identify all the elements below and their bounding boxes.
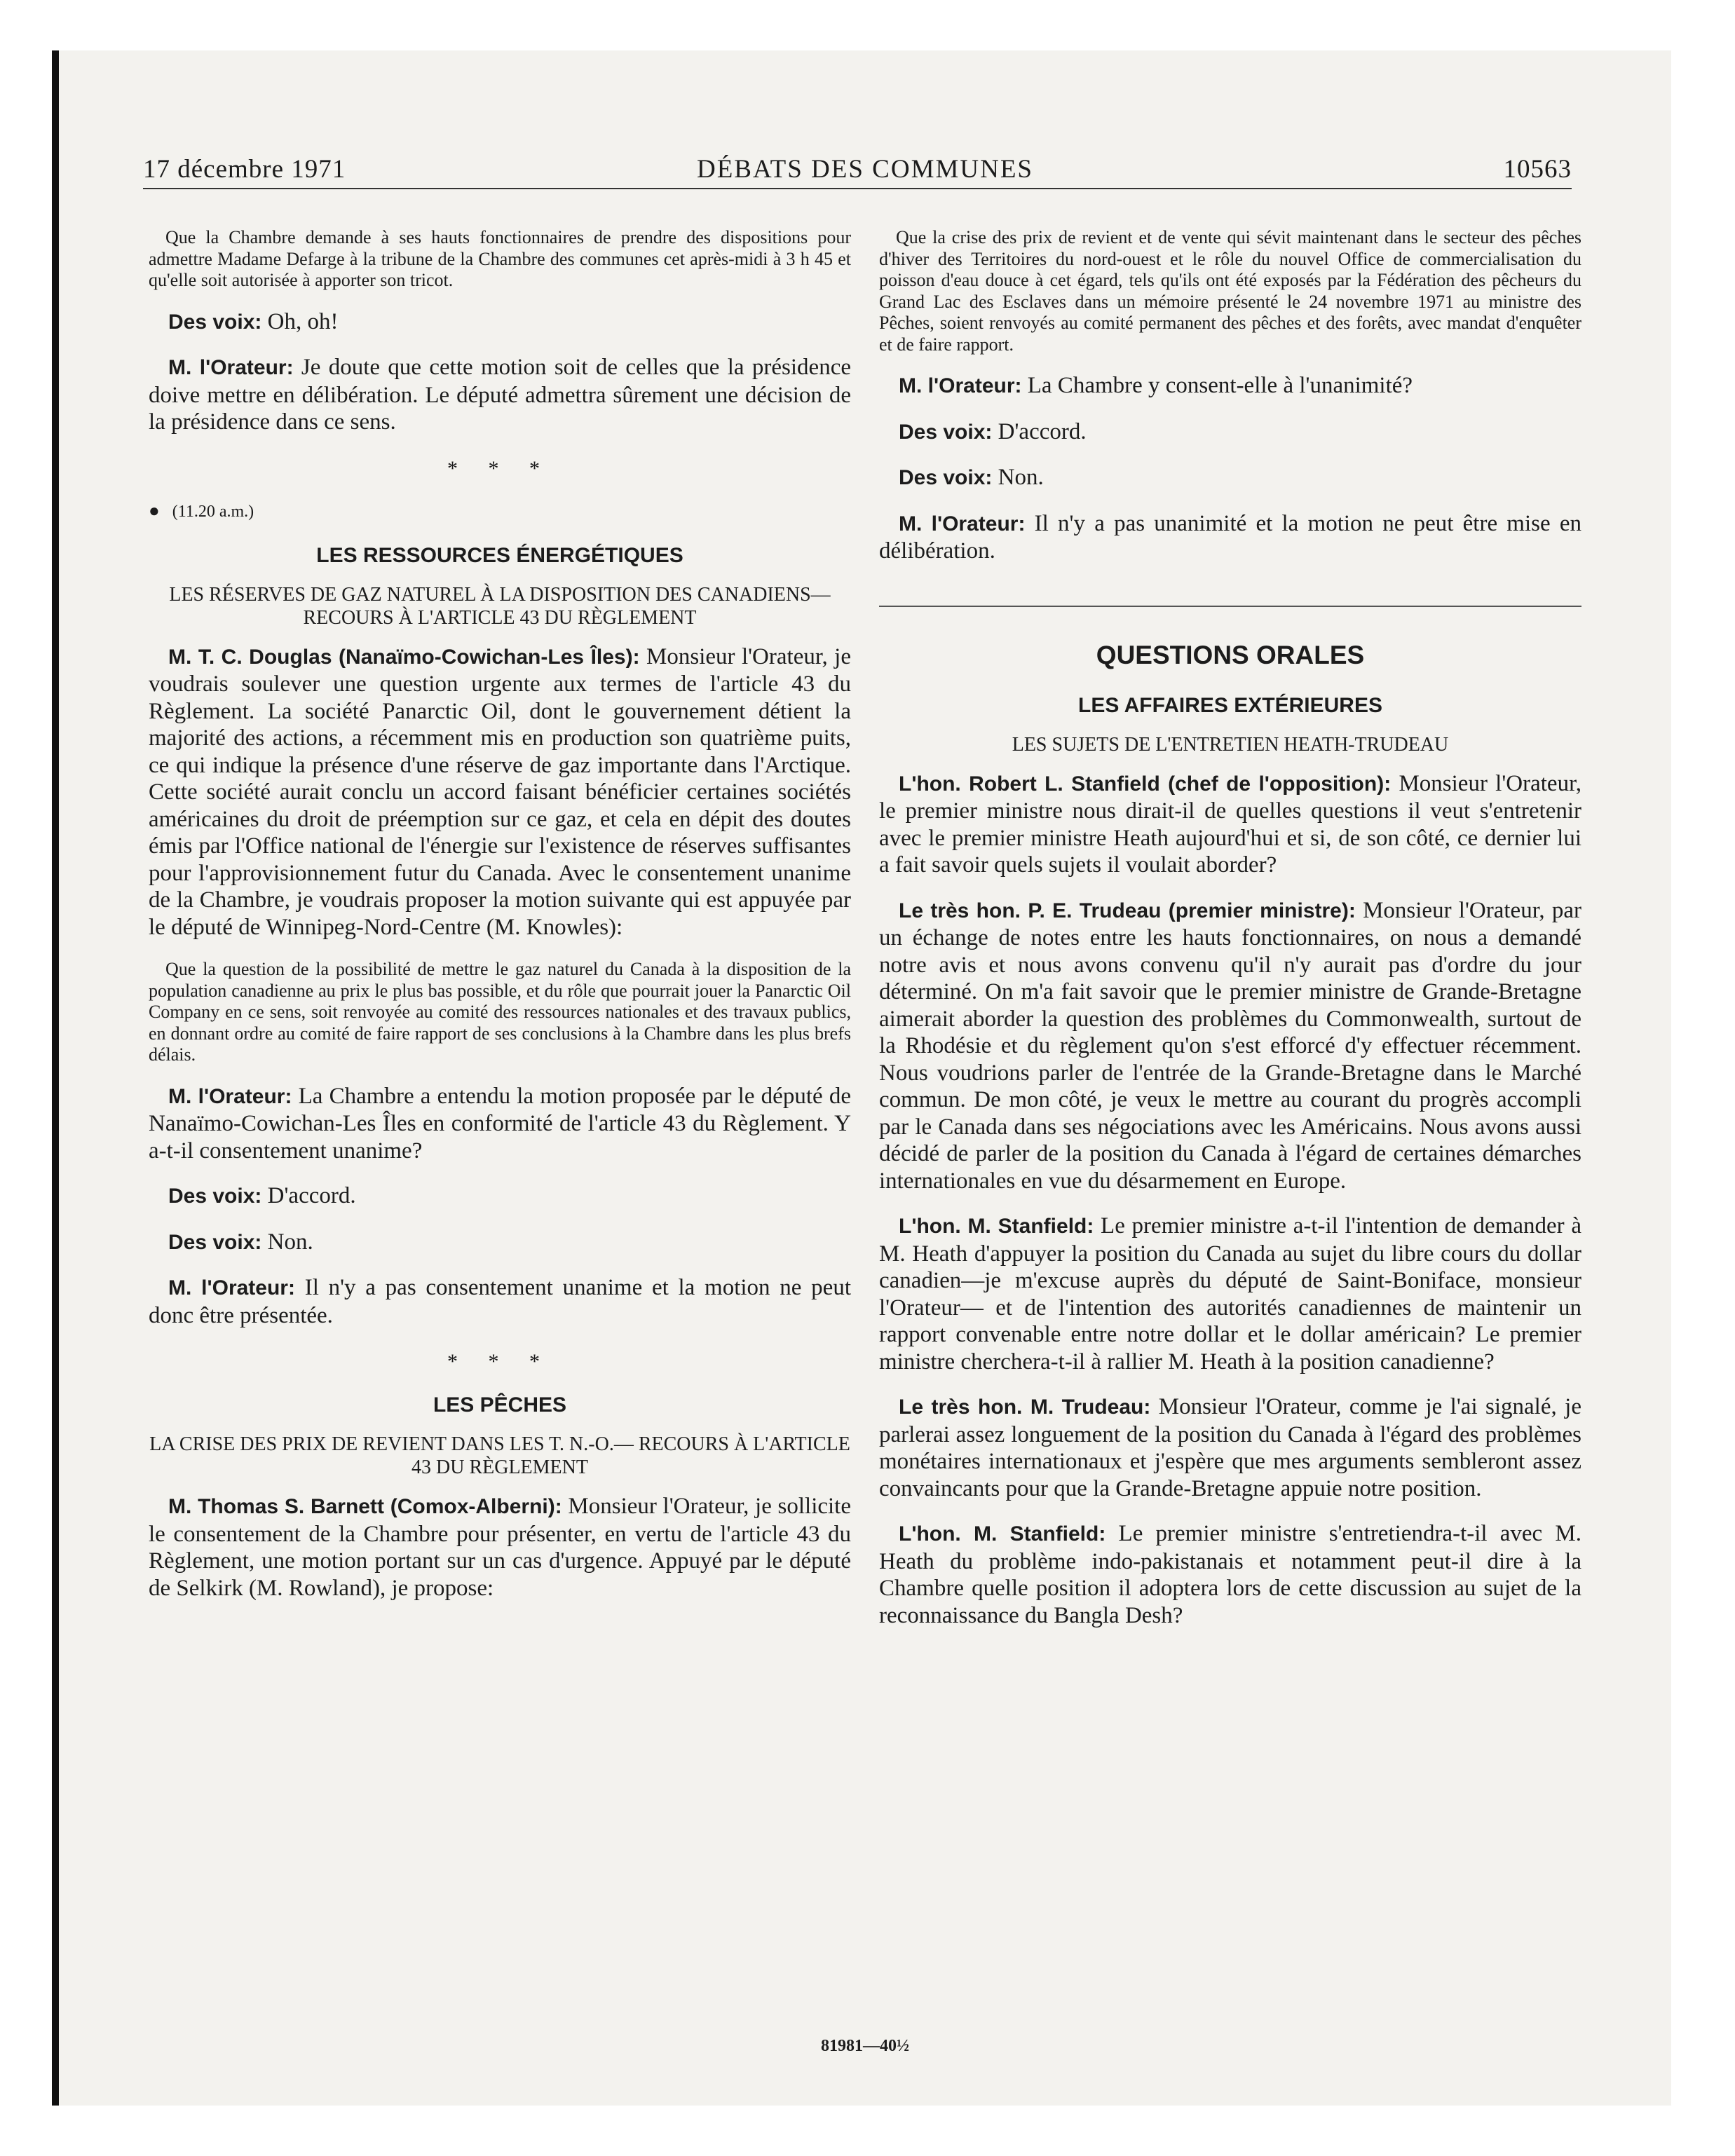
- speaker: M. l'Orateur:: [899, 374, 1022, 397]
- speaker: Le très hon. P. E. Trudeau (premier ministre):: [899, 899, 1356, 922]
- motion-text: Que la Chambre demande à ses hauts fonctionnaires de prendre des dispositions pour admettre Madame Defarge à la tribune de la Chambre des communes cet après-midi à 3 h 45 et qu'elle soit autorisée à apporter son tricot.: [149, 227, 851, 290]
- speech-text: Monsieur l'Orateur, comme je l'ai signalé, je parlerai assez longuement de la position du Canada à l'égard des problèmes monétaires internationaux et j'espère que mes arguments sembleront assez convaincants pour que la Grande-Bretagne appuie notre position.: [879, 1394, 1581, 1501]
- speaker: Des voix:: [899, 420, 993, 444]
- section-rule: [879, 606, 1581, 607]
- speaker: M. l'Orateur:: [168, 356, 294, 379]
- speech-text: Monsieur l'Orateur, le premier ministre nous dirait-il de quelles questions il veut s'entretenir avec le premier ministre Heath aujourd'hui et si, de son côté, ce dernier lui a fait savoir quels sujets il voulait aborder?: [879, 770, 1581, 878]
- speaker: M. l'Orateur:: [168, 1276, 295, 1299]
- speech-text: Le premier ministre a-t-il l'intention de demander à M. Heath d'appuyer la position du Canada au sujet du libre cours du dollar canadien—je m'excuse auprès du député de Saint-Boniface, monsieur l'Orateur— et de l'intention des autorités canadiennes de maintenir un rapport convenable entre notre dollar et le dollar américain? Le premier ministre cherchera-t-il à rallier M. Heath à la position canadienne?: [879, 1213, 1581, 1374]
- speaker: M. l'Orateur:: [899, 512, 1026, 535]
- speech-text: D'accord.: [261, 1183, 356, 1208]
- subsection-heading: LES RÉSERVES DE GAZ NATUREL À LA DISPOSITION DES CANADIENS—RECOURS À L'ARTICLE 43 DU RÈGLEMENT: [169, 583, 831, 629]
- speech-text: Le premier ministre s'entretiendra-t-il avec M. Heath du problème indo-pakistanais et notamment peut-il dire à la Chambre quelle position il adoptera lors de cette discussion au sujet de la reconnaissance du Bangla Desh?: [879, 1521, 1581, 1628]
- speaker: L'hon. M. Stanfield:: [899, 1215, 1094, 1238]
- bullet-icon: ●: [149, 500, 160, 521]
- motion-text: Que la question de la possibilité de mettre le gaz naturel du Canada à la disposition de la population canadienne au prix le plus bas possible, et du rôle que pourrait jouer la Panarctic Oil Company en ce sens, soit renvoyée au comité des ressources nationales et des travaux publics, en donnant ordre au comité de faire rapport de ses conclusions à la Chambre dans les plus brefs délais.: [149, 959, 851, 1065]
- speech: [149, 643, 851, 941]
- speech-text: Monsieur l'Orateur, je voudrais soulever une question urgente aux termes de l'article 43 du Règlement. La société Panarctic Oil, dont le gouvernement détient la majorité des actions, a récemment mis en production son quatrième puits, ce qui indique la présence d'une réserve de gaz importante dans l'Arctique. Cette société aurait conclu un accord faisant bénéficier certaines sociétés américaines du droit de préemption sur ce gaz, et cela en dépit des doutes émis par l'Office national de l'énergie sur l'existence de réserves suffisantes pour l'approvisionnement futur du Canada. Avec le consentement unanime de la Chambre, je voudrais proposer la motion suivante qui est appuyée par le député de Winnipeg-Nord-Centre (M. Knowles):: [149, 643, 851, 940]
- speech: [149, 1083, 851, 1165]
- document-page: [59, 50, 1671, 2106]
- speech: [149, 1274, 851, 1329]
- left-column: [149, 227, 851, 1620]
- speaker: L'hon. M. Stanfield:: [899, 1522, 1106, 1546]
- major-section-heading: QUESTIONS ORALES: [1096, 640, 1365, 669]
- speaker: M. Thomas S. Barnett (Comox-Alberni):: [168, 1495, 562, 1518]
- speech: [879, 464, 1581, 492]
- speech: [149, 1182, 851, 1210]
- speech-text: Il n'y a pas unanimité et la motion ne peut être mise en délibération.: [879, 510, 1581, 564]
- speech: [879, 897, 1581, 1195]
- speech-text: Monsieur l'Orateur, par un échange de notes entre les hauts fonctionnaires, on nous a demandé notre avis et nous avons convenu qu'il n'y aurait pas d'ordre du jour déterminé. On m'a fait savoir que le premier ministre de Grande-Bretagne aimerait aborder la question des problèmes du Commonwealth, surtout de la Rhodésie et du règlement qu'on s'est efforcé d'y effectuer récemment. Nous voudrions parler de l'entrée de la Grande-Bretagne dans le Marché commun. De mon côté, je veux le mettre au courant du progrès accompli par le Canada dans ses négociations avec les Américains. Nous avons aussi décidé de parler de la position du Canada à l'égard de certaines démarches internationales en vue du désarmement en Europe.: [879, 897, 1581, 1194]
- speech: [879, 1213, 1581, 1375]
- section-separator: * * *: [447, 456, 552, 480]
- speaker: Des voix:: [899, 466, 993, 489]
- subsection-heading: LA CRISE DES PRIX DE REVIENT DANS LES T. N.-O.— RECOURS À L'ARTICLE 43 DU RÈGLEMENT: [149, 1433, 850, 1478]
- speech: [149, 308, 851, 336]
- speech-text: Non.: [261, 1229, 313, 1255]
- speech-text: La Chambre a entendu la motion proposée par le député de Nanaïmo-Cowichan-Les Îles en conformité de l'article 43 du Règlement. Y a-t-il consentement unanime?: [149, 1083, 851, 1164]
- speech: [879, 1520, 1581, 1629]
- speaker: Des voix:: [168, 1185, 262, 1208]
- speech-text: D'accord.: [992, 418, 1087, 444]
- subsection-heading: LES SUJETS DE L'ENTRETIEN HEATH-TRUDEAU: [1012, 733, 1449, 756]
- header-page-number: 10563: [1503, 155, 1572, 184]
- scan-edge: [52, 50, 59, 2106]
- right-column: [879, 227, 1581, 1647]
- speech-text: La Chambre y consent-elle à l'unanimité?: [1021, 373, 1413, 398]
- header-rule: [143, 188, 1572, 189]
- speaker: Des voix:: [168, 310, 262, 334]
- motion-text: Que la crise des prix de revient et de vente qui sévit maintenant dans le secteur des pêches d'hiver des Territoires du nord-ouest et le rôle du nouvel Office de commercialisation du poisson d'eau douce à cet égard, tels qu'ils ont été exposés par la Fédération des pêcheurs du Grand Lac des Esclaves dans un mémoire présenté le 24 novembre 1971 au ministre des Pêches, soient renvoyés au comité permanent des pêches et des forêts, avec mandat d'enquêter et de faire rapport.: [879, 227, 1581, 355]
- section-heading: LES RESSOURCES ÉNERGÉTIQUES: [316, 543, 683, 567]
- header-date: 17 décembre 1971: [143, 155, 346, 184]
- speech: [879, 770, 1581, 879]
- header-title: DÉBATS DES COMMUNES: [696, 155, 1033, 184]
- speech: [149, 354, 851, 436]
- speaker: Des voix:: [168, 1230, 262, 1254]
- speech: [149, 1229, 851, 1257]
- speech: [879, 418, 1581, 446]
- speech: [879, 372, 1581, 400]
- speech: [879, 1393, 1581, 1502]
- page-footer: 81981—40½: [821, 2037, 909, 2055]
- speaker: M. l'Orateur:: [168, 1084, 292, 1108]
- timestamp-text: (11.20 a.m.): [172, 502, 254, 521]
- section-heading: LES PÊCHES: [433, 1393, 567, 1417]
- speaker: Le très hon. M. Trudeau:: [899, 1396, 1151, 1419]
- speech: [149, 1493, 851, 1602]
- speech-text: Il n'y a pas consentement unanime et la motion ne peut donc être présentée.: [149, 1275, 851, 1328]
- speech-text: Oh, oh!: [261, 308, 339, 334]
- timestamp: [149, 500, 851, 521]
- speech-text: Monsieur l'Orateur, je sollicite le consentement de la Chambre pour présenter, en vertu de l'article 43 du Règlement, une motion portant sur un cas d'urgence. Appuyé par le député de Selkirk (M. Rowland), je propose:: [149, 1494, 851, 1601]
- section-separator: * * *: [447, 1350, 552, 1373]
- speech: [879, 510, 1581, 565]
- speech-text: Non.: [992, 465, 1044, 490]
- speaker: L'hon. Robert L. Stanfield (chef de l'opposition):: [899, 772, 1392, 796]
- speech-text: Je doute que cette motion soit de celles que la présidence doive mettre en délibération. Le député admettra sûrement une décision de la présidence dans ce sens.: [149, 355, 851, 435]
- section-heading: LES AFFAIRES EXTÉRIEURES: [1078, 693, 1382, 717]
- speaker: M. T. C. Douglas (Nanaïmo-Cowichan-Les Îles):: [168, 645, 640, 669]
